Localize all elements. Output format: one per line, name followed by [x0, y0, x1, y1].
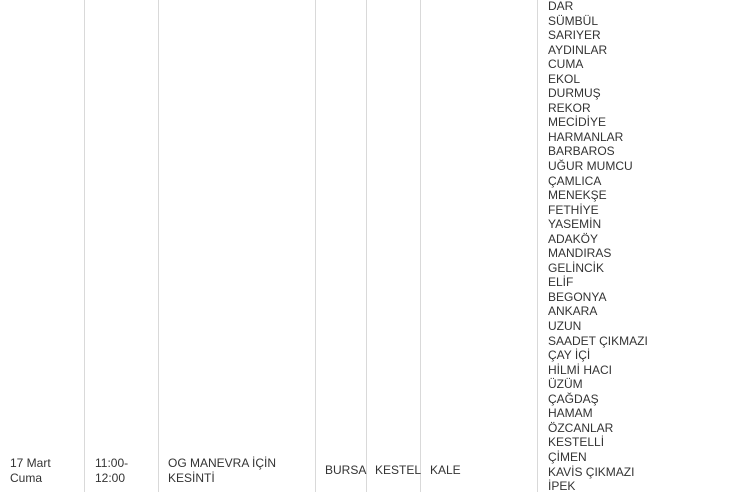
end-time: 12:00: [95, 470, 126, 485]
column-divider: [158, 0, 159, 492]
street-item: ÇAĞDAŞ: [548, 391, 599, 406]
reason-line: KESİNTİ: [168, 470, 215, 485]
street-item: AYDINLAR: [548, 42, 608, 57]
street-item: SARIYER: [548, 28, 601, 43]
street-item: ÇAMLICA: [548, 173, 602, 188]
street-item: HARMANLAR: [548, 129, 624, 144]
date-line: 17 Mart: [10, 456, 51, 470]
street-item: DAR: [548, 0, 574, 13]
street-item: YASEMİN: [548, 217, 602, 232]
street-item: ÖZCANLAR: [548, 420, 614, 435]
street-item: CUMA: [548, 57, 584, 72]
street-item: ANKARA: [548, 304, 598, 319]
start-time: 11:00-: [95, 456, 129, 470]
street-list: [548, 0, 648, 494]
street-item: REKOR: [548, 100, 591, 115]
column-divider: [84, 0, 85, 492]
street-item: UĞUR MUMCU: [548, 159, 633, 174]
street-item: İPEK: [548, 479, 576, 494]
time-cell: [95, 456, 128, 485]
city-cell: BURSA: [325, 463, 367, 477]
street-item: ÇİMEN: [548, 449, 587, 464]
column-divider: [420, 0, 421, 492]
street-item: UZUN: [548, 319, 582, 334]
street-item: BARBAROS: [548, 144, 615, 159]
column-divider: [315, 0, 316, 492]
street-item: EKOL: [548, 71, 581, 86]
street-item: DURMUŞ: [548, 86, 601, 101]
column-divider: [366, 0, 367, 492]
street-item: ÇAY İÇİ: [548, 348, 591, 363]
reason-cell: [168, 456, 276, 485]
street-item: FETHİYE: [548, 202, 599, 217]
street-item: MECİDİYE: [548, 115, 607, 130]
street-item: BEGONYA: [548, 289, 607, 304]
street-item: KESTELLİ: [548, 435, 605, 450]
street-item: GELİNCİK: [548, 260, 605, 275]
street-item: ELİF: [548, 275, 574, 290]
date-cell: [10, 456, 51, 485]
day-line: Cuma: [10, 470, 43, 485]
street-item: SÜMBÜL: [548, 13, 599, 28]
street-item: SAADET ÇIKMAZI: [548, 333, 648, 348]
street-item: ADAKÖY: [548, 231, 599, 246]
street-item: MENEKŞE: [548, 188, 607, 203]
street-item: MANDIRAS: [548, 246, 612, 261]
neighborhood-cell: KALE: [430, 463, 461, 477]
street-item: HAMAM: [548, 406, 593, 421]
column-divider: [537, 0, 538, 492]
street-item: ÜZÜM: [548, 377, 583, 392]
street-item: KAVİS ÇIKMAZI: [548, 464, 635, 479]
reason-line: OG MANEVRA İÇİN: [168, 456, 277, 470]
district-cell: KESTEL: [375, 463, 422, 477]
street-item: HİLMİ HACI: [548, 362, 613, 377]
